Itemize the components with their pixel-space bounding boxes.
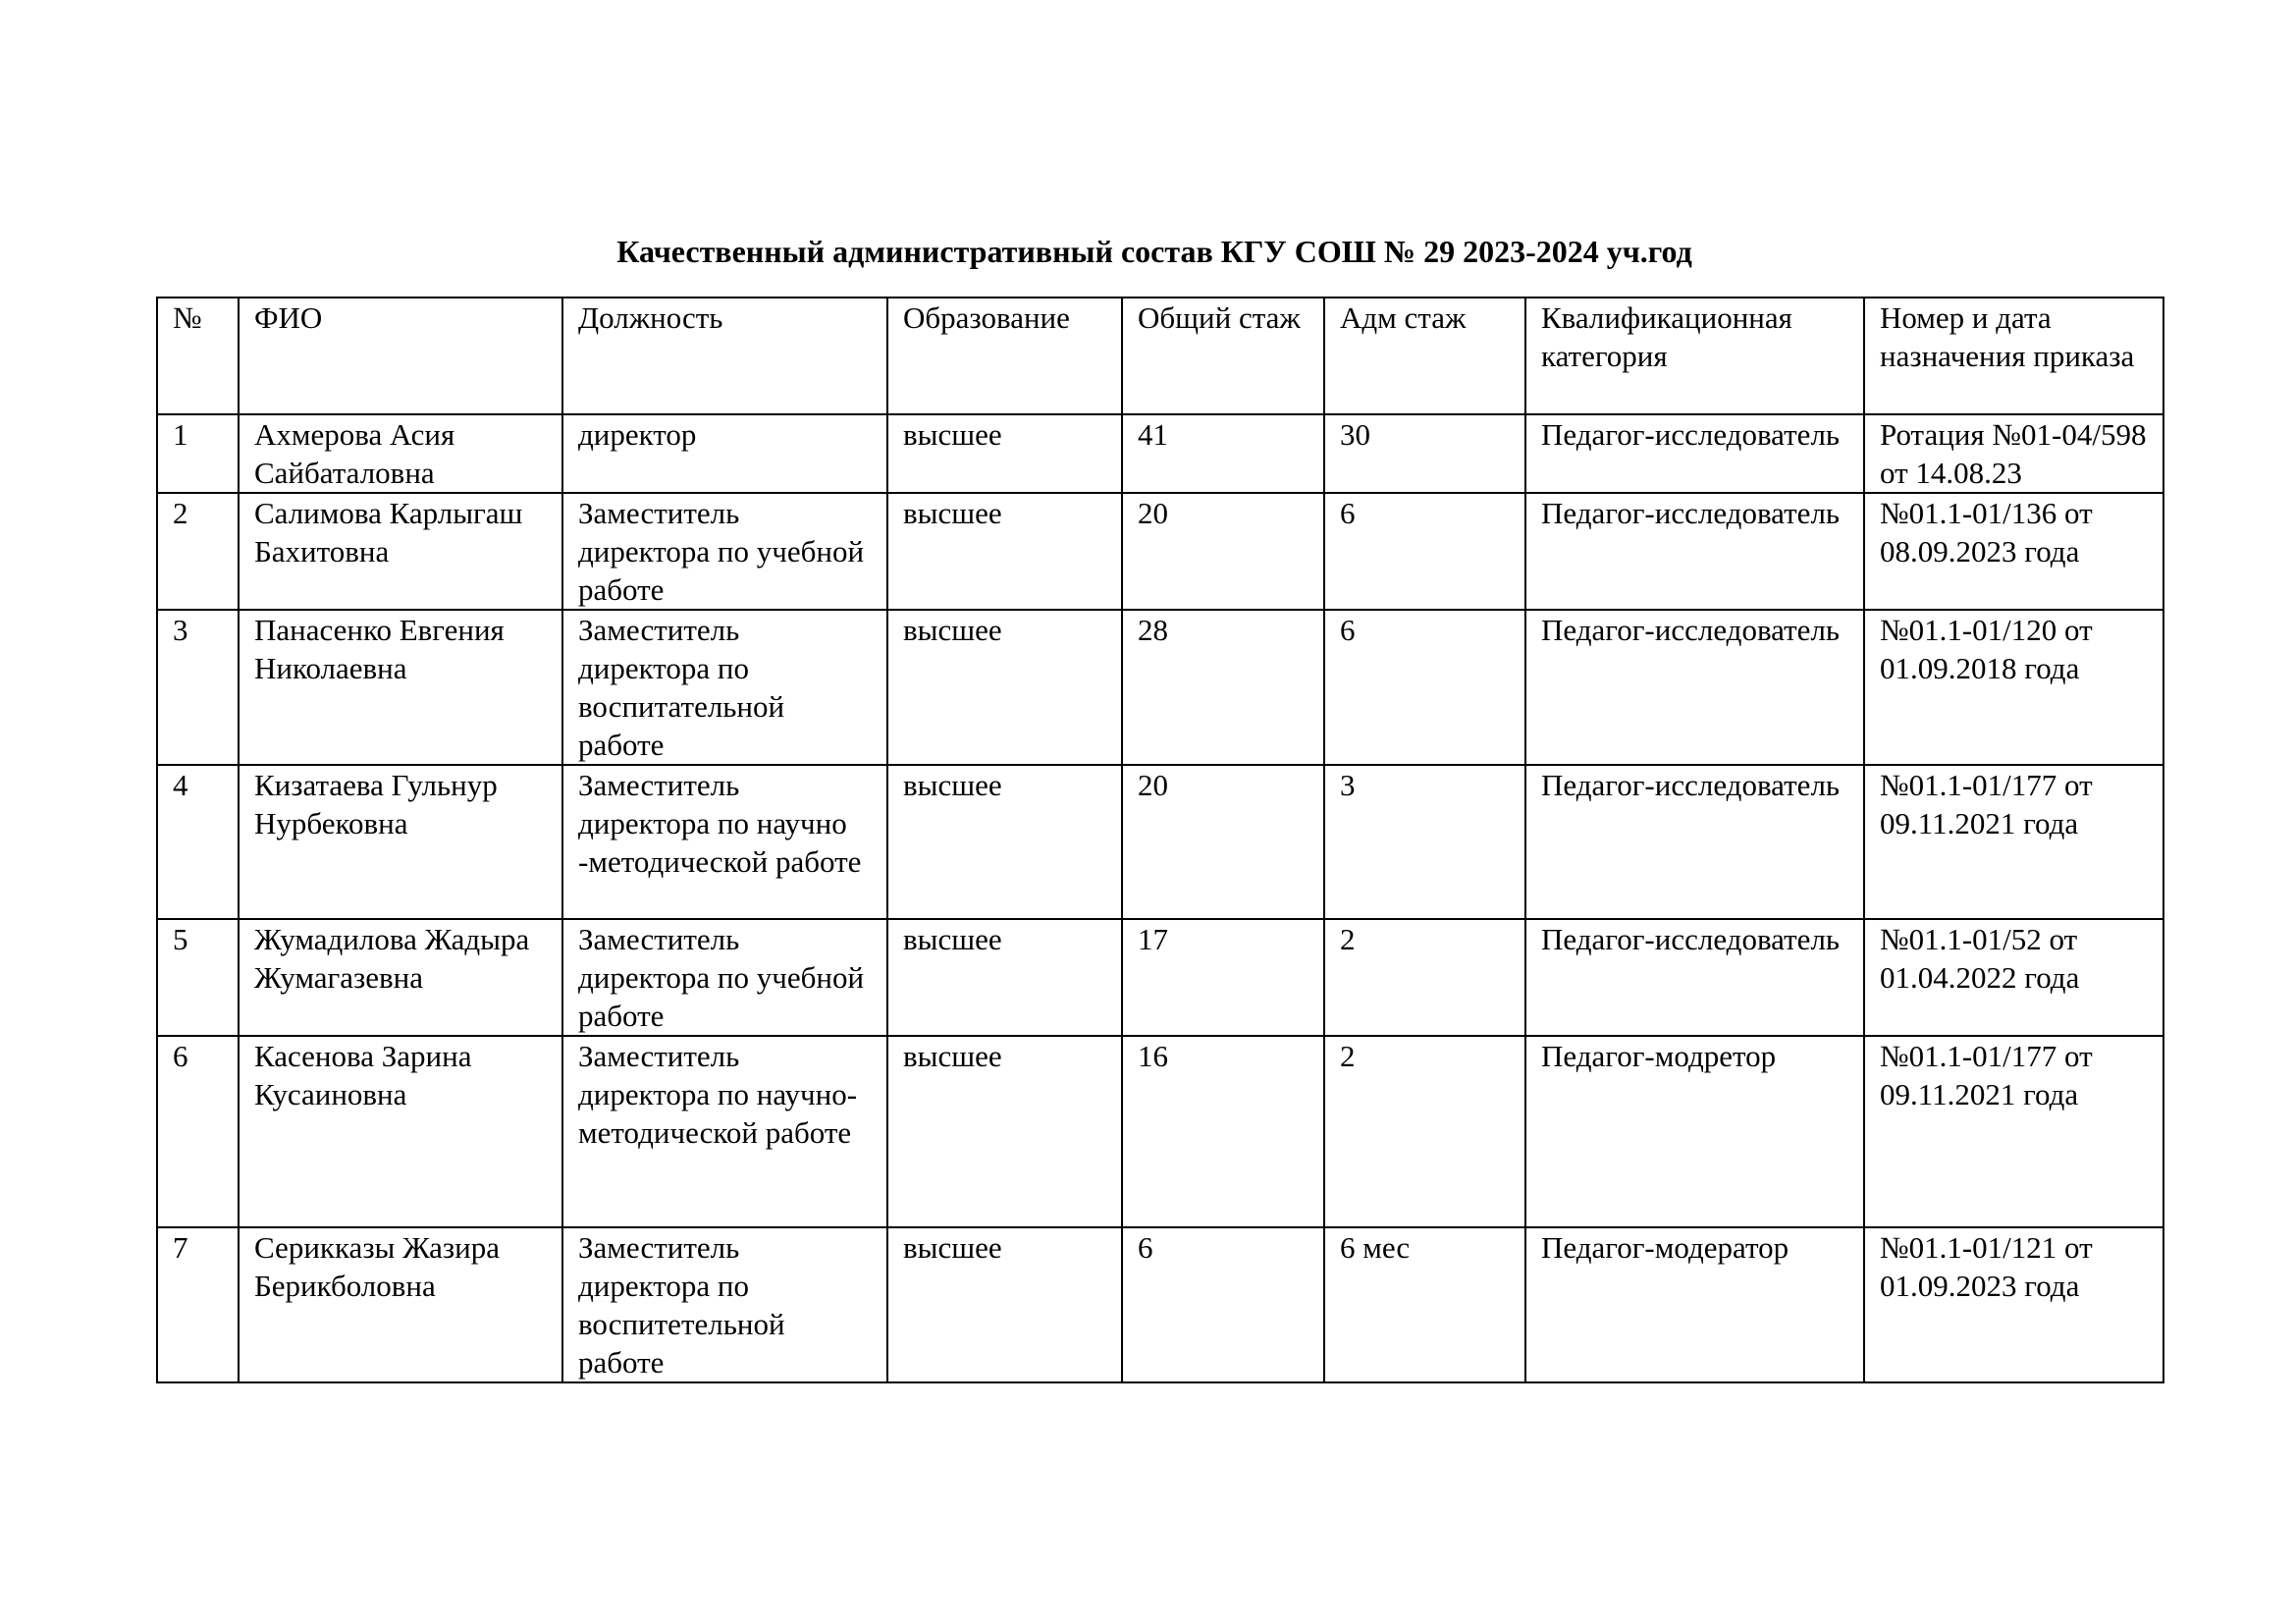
cell-education: высшее xyxy=(887,1036,1122,1227)
cell-education: высшее xyxy=(887,1227,1122,1382)
cell-admin-experience: 2 xyxy=(1324,919,1525,1036)
cell-full-name: Кизатаева Гульнур Нурбековна xyxy=(239,765,562,919)
cell-order: №01.1-01/177 от 09.11.2021 года xyxy=(1864,1036,2163,1227)
cell-position: Заместитель директора по научно -методической работе xyxy=(562,765,887,919)
header-cell-full-name: ФИО xyxy=(239,298,562,414)
staff-table xyxy=(156,297,2164,1383)
cell-order: №01.1-01/177 от 09.11.2021 года xyxy=(1864,765,2163,919)
cell-number: 6 xyxy=(157,1036,239,1227)
cell-total-experience: 6 xyxy=(1122,1227,1324,1382)
document-title: Качественный административный состав КГУ СОШ № 29 2023-2024 уч.год xyxy=(616,234,1692,269)
cell-admin-experience: 6 xyxy=(1324,610,1525,765)
cell-education: высшее xyxy=(887,414,1122,493)
table-row xyxy=(157,1227,2163,1382)
header-cell-education: Образование xyxy=(887,298,1122,414)
cell-full-name: Ахмерова Асия Сайбаталовна xyxy=(239,414,562,493)
cell-position: Заместитель директора по воспитетельной работе xyxy=(562,1227,887,1382)
table-row xyxy=(157,414,2163,493)
cell-qualification: Педагог-модретор xyxy=(1525,1036,1864,1227)
cell-number: 7 xyxy=(157,1227,239,1382)
cell-admin-experience: 2 xyxy=(1324,1036,1525,1227)
cell-number: 3 xyxy=(157,610,239,765)
header-cell-position: Должность xyxy=(562,298,887,414)
table-row xyxy=(157,610,2163,765)
cell-education: высшее xyxy=(887,919,1122,1036)
cell-number: 2 xyxy=(157,493,239,610)
table-row xyxy=(157,493,2163,610)
cell-full-name: Серикказы Жазира Берикболовна xyxy=(239,1227,562,1382)
cell-total-experience: 41 xyxy=(1122,414,1324,493)
cell-qualification: Педагог-исследователь xyxy=(1525,414,1864,493)
cell-position: Заместитель директора по учебной работе xyxy=(562,493,887,610)
cell-admin-experience: 6 мес xyxy=(1324,1227,1525,1382)
cell-full-name: Касенова Зарина Кусаиновна xyxy=(239,1036,562,1227)
table-header-row xyxy=(157,298,2163,414)
cell-qualification: Педагог-исследователь xyxy=(1525,493,1864,610)
cell-qualification: Педагог-исследователь xyxy=(1525,610,1864,765)
cell-number: 5 xyxy=(157,919,239,1036)
cell-number: 1 xyxy=(157,414,239,493)
cell-qualification: Педагог-исследователь xyxy=(1525,765,1864,919)
cell-education: высшее xyxy=(887,493,1122,610)
cell-education: высшее xyxy=(887,765,1122,919)
cell-full-name: Салимова Карлыгаш Бахитовна xyxy=(239,493,562,610)
cell-position: Заместитель директора по учебной работе xyxy=(562,919,887,1036)
cell-admin-experience: 30 xyxy=(1324,414,1525,493)
table-row xyxy=(157,1036,2163,1227)
cell-order: №01.1-01/136 от 08.09.2023 года xyxy=(1864,493,2163,610)
cell-admin-experience: 6 xyxy=(1324,493,1525,610)
cell-full-name: Панасенко Евгения Николаевна xyxy=(239,610,562,765)
cell-order: Ротация №01-04/598 от 14.08.23 xyxy=(1864,414,2163,493)
cell-order: №01.1-01/120 от 01.09.2018 года xyxy=(1864,610,2163,765)
cell-number: 4 xyxy=(157,765,239,919)
cell-total-experience: 20 xyxy=(1122,765,1324,919)
cell-qualification: Педагог-модератор xyxy=(1525,1227,1864,1382)
header-cell-number: № xyxy=(157,298,239,414)
cell-total-experience: 17 xyxy=(1122,919,1324,1036)
cell-position: Заместитель директора по воспитательной работе xyxy=(562,610,887,765)
cell-admin-experience: 3 xyxy=(1324,765,1525,919)
table-row xyxy=(157,765,2163,919)
header-cell-qualification: Квалификационная категория xyxy=(1525,298,1864,414)
header-cell-admin-experience: Адм стаж xyxy=(1324,298,1525,414)
cell-total-experience: 20 xyxy=(1122,493,1324,610)
header-cell-order: Номер и дата назначения приказа xyxy=(1864,298,2163,414)
header-cell-total-experience: Общий стаж xyxy=(1122,298,1324,414)
cell-full-name: Жумадилова Жадыра Жумагазевна xyxy=(239,919,562,1036)
cell-order: №01.1-01/121 от 01.09.2023 года xyxy=(1864,1227,2163,1382)
cell-order: №01.1-01/52 от 01.04.2022 года xyxy=(1864,919,2163,1036)
cell-qualification: Педагог-исследователь xyxy=(1525,919,1864,1036)
cell-position: Заместитель директора по научно-методической работе xyxy=(562,1036,887,1227)
cell-total-experience: 28 xyxy=(1122,610,1324,765)
cell-education: высшее xyxy=(887,610,1122,765)
cell-position: директор xyxy=(562,414,887,493)
cell-total-experience: 16 xyxy=(1122,1036,1324,1227)
table-row xyxy=(157,919,2163,1036)
